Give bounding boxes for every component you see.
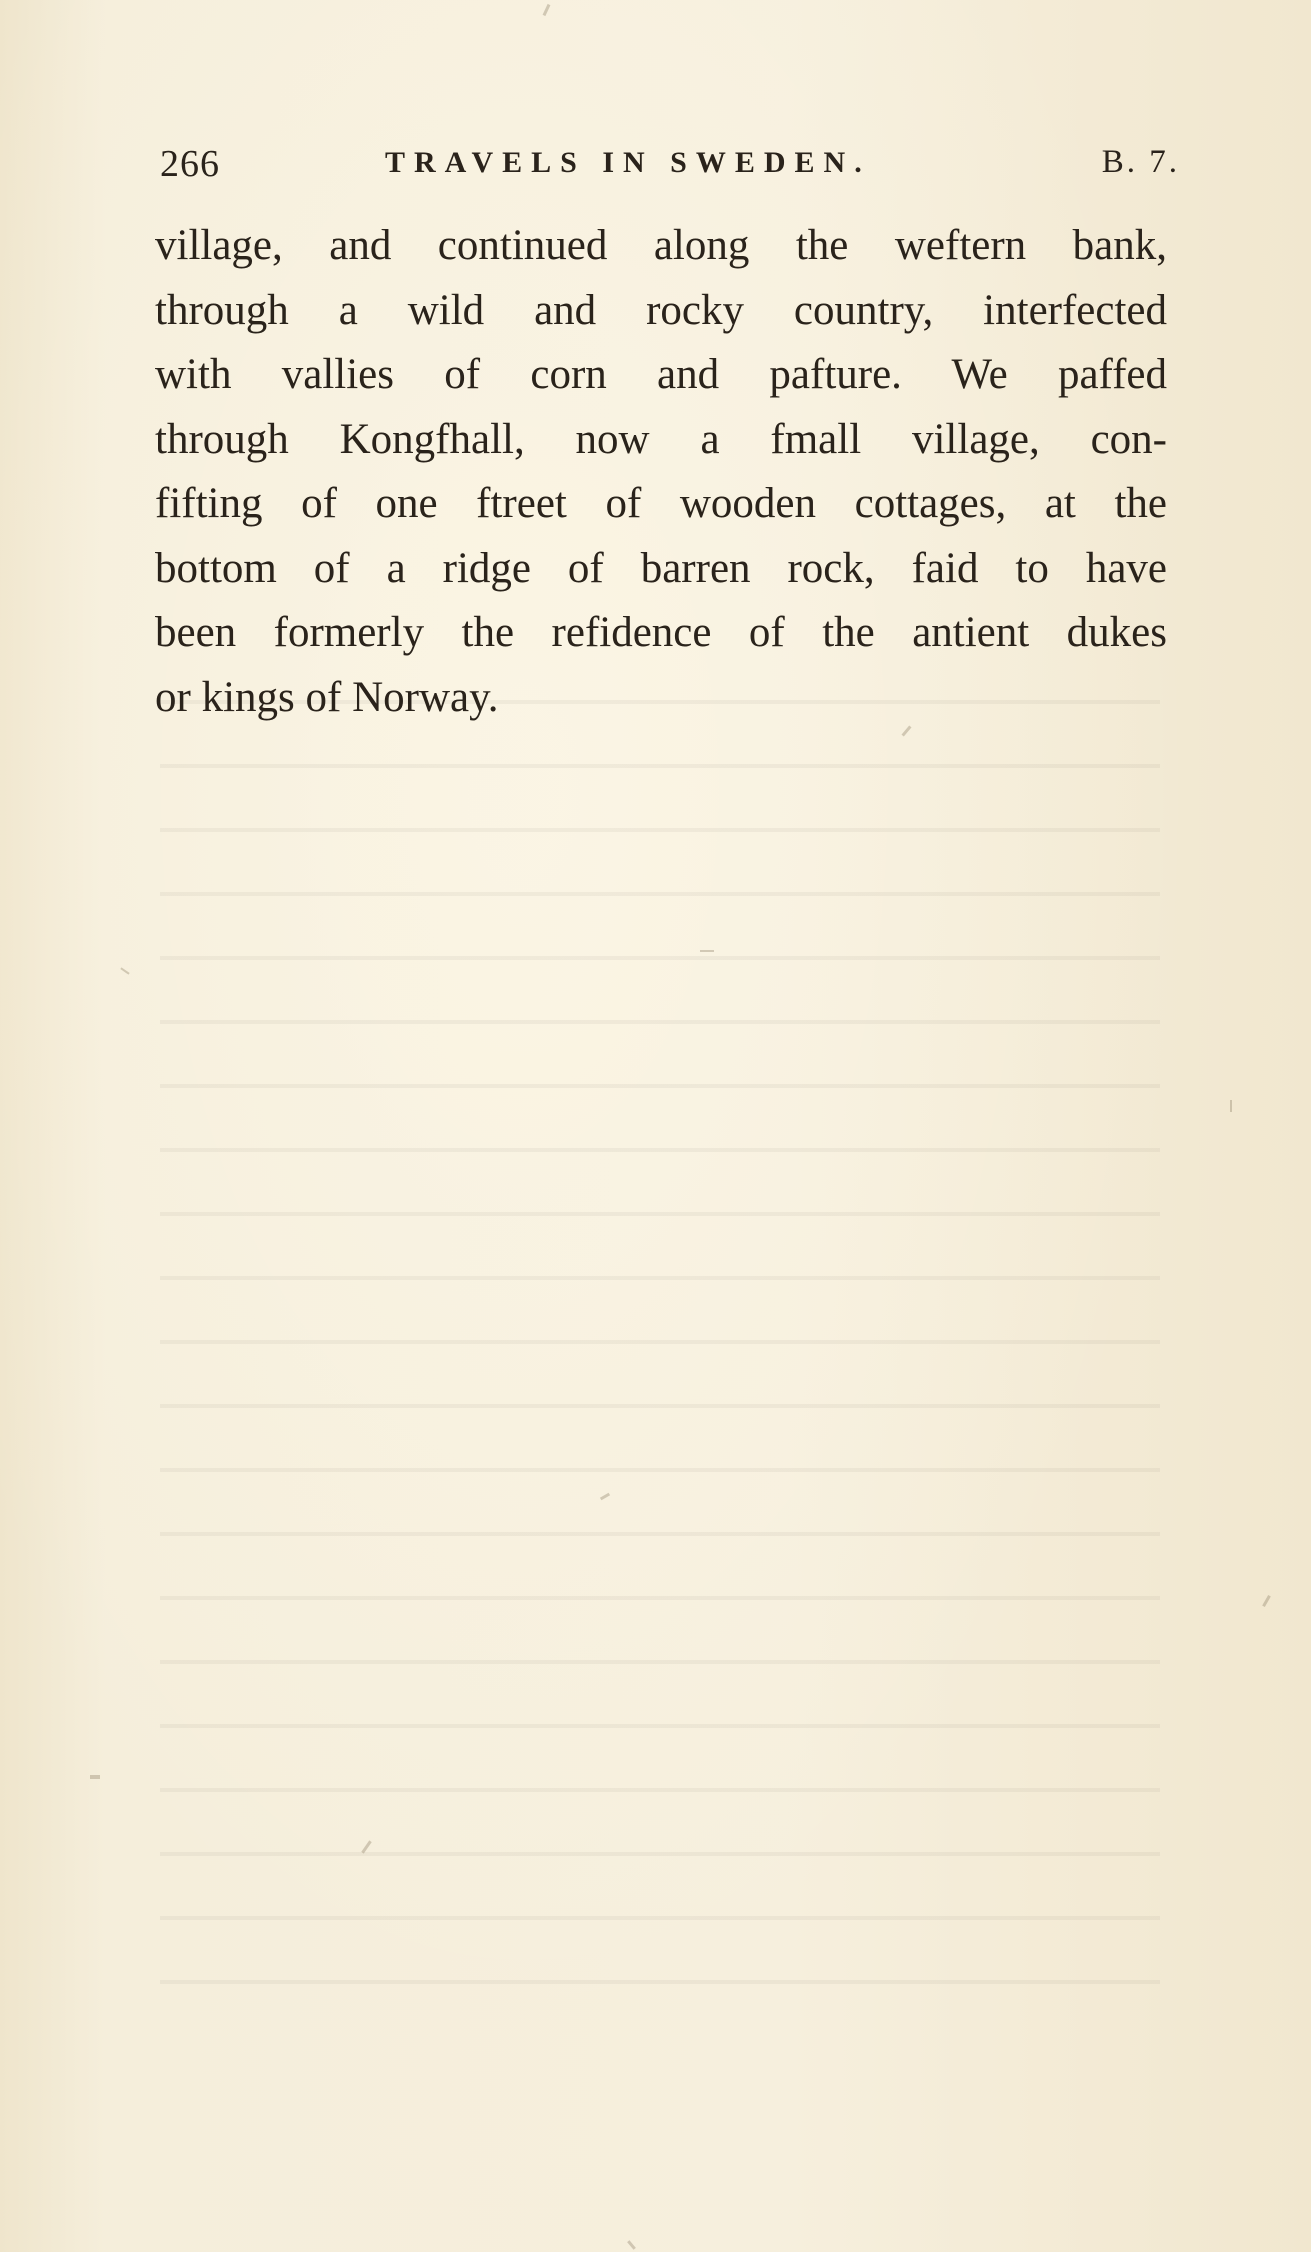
paper-speck xyxy=(700,950,714,952)
paper-speck xyxy=(543,4,551,16)
text-line: with vallies of corn and pafture. We paffed xyxy=(155,351,1167,398)
paper-speck xyxy=(1262,1595,1271,1607)
body-paragraph xyxy=(155,214,1167,730)
page-number: 266 xyxy=(160,143,220,185)
paper-speck xyxy=(1230,1100,1232,1112)
text-line: been formerly the refidence of the antient dukes xyxy=(155,609,1167,656)
text-line: village, and continued along the weftern bank, xyxy=(155,222,1167,269)
running-header xyxy=(160,136,1180,192)
text-line: through Kongfhall, now a fmall village, con- xyxy=(155,415,1167,463)
paper-speck xyxy=(90,1775,100,1779)
book-marker: B. 7. xyxy=(1101,144,1180,180)
bleed-through-texture xyxy=(160,700,1160,2000)
paper-speck xyxy=(120,967,129,974)
text-line: bottom of a ridge of barren rock, faid to have xyxy=(155,544,1167,592)
text-line: through a wild and rocky country, interfected xyxy=(155,286,1167,334)
text-line: fifting of one ftreet of wooden cottages, at the xyxy=(155,480,1167,527)
text-line: or kings of Norway. xyxy=(155,673,499,721)
paper-speck xyxy=(627,2240,636,2250)
running-title: TRAVELS IN SWEDEN. xyxy=(385,146,871,179)
